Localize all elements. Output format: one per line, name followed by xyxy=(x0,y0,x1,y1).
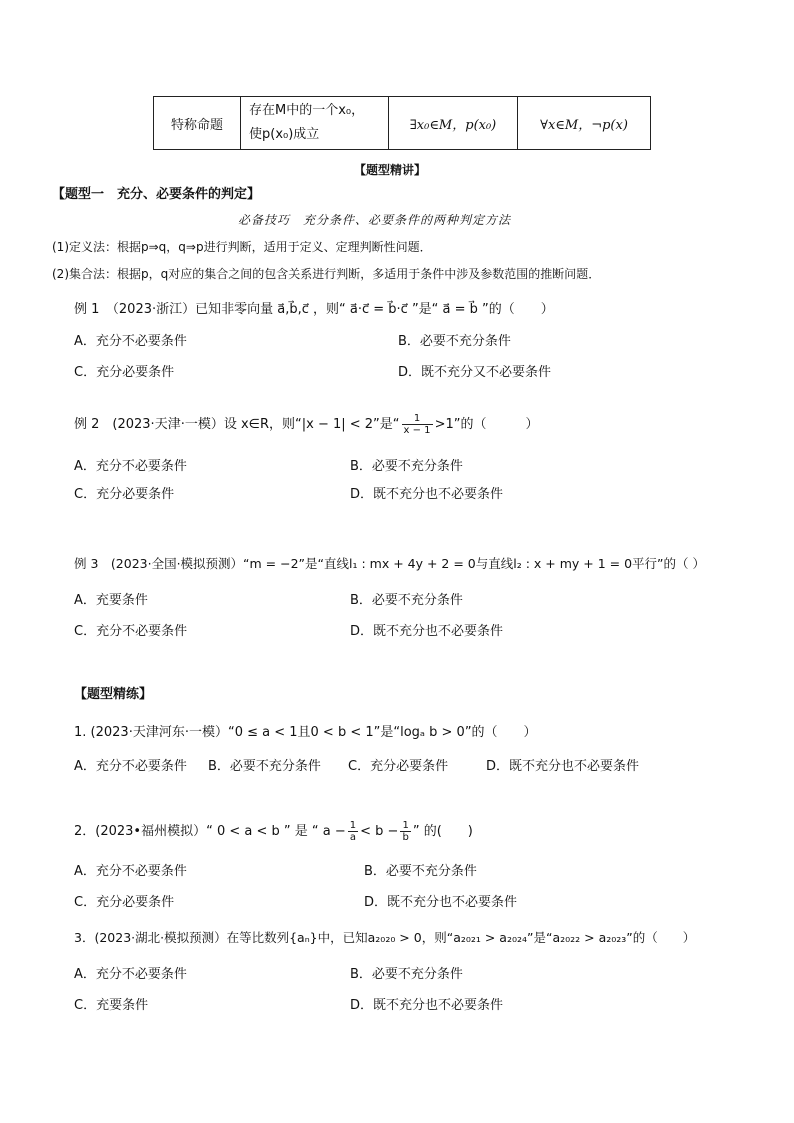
method-definition: (1)定义法：根据p⇒q，q⇒p进行判断，适用于定义、定理判断性问题． xyxy=(52,240,432,254)
question-3-option-a: A．充分不必要条件 xyxy=(74,967,187,982)
description-line-1: 存在M中的一个x₀， xyxy=(249,103,365,118)
question-2-option-d: D．既不充分也不必要条件 xyxy=(364,895,518,910)
example-3-option-a: A．充要条件 xyxy=(74,593,148,608)
example-2-stem xyxy=(74,413,538,436)
question-3-option-d: D．既不充分也不必要条件 xyxy=(350,998,504,1013)
example-1-option-b: B．必要不充分条件 xyxy=(398,334,511,349)
example-2-option-d: D．既不充分也不必要条件 xyxy=(350,487,504,502)
example-2-stem-start: 例 2 (2023·天津·一模）设 x∈R，则“|x − 1| < 2”是“ xyxy=(74,417,400,432)
fraction-numerator: 1 xyxy=(402,820,409,831)
question-3-option-c: C．充要条件 xyxy=(74,998,149,1013)
table-row xyxy=(154,97,651,150)
type1-title: 【题型一 充分、必要条件的判定】 xyxy=(52,187,261,202)
practice-title: 【题型精练】 xyxy=(74,687,153,702)
example-3-stem: 例 3 (2023·全国·模拟预测）“m = −2”是“直线l₁ : mx + 4y + 2 = 0与直线l₂ : x + my + 1 = 0平行”的（ ） xyxy=(74,556,705,571)
question-2-option-b: B．必要不充分条件 xyxy=(364,864,477,879)
question-2-option-a: A．充分不必要条件 xyxy=(74,864,187,879)
example-1-option-d: D．既不充分又不必要条件 xyxy=(398,365,552,380)
skill-title: 必备技巧 充分条件、必要条件的两种判定方法 xyxy=(238,213,512,227)
question-2-option-c: C．充分必要条件 xyxy=(74,895,175,910)
question-2-stem xyxy=(74,820,473,843)
question-2-fraction-2 xyxy=(400,820,410,843)
question-2-stem-middle: < b − xyxy=(360,824,399,839)
example-3-option-b: B．必要不充分条件 xyxy=(350,593,463,608)
table-cell-notation: ∃x₀∈M，p(x₀) xyxy=(389,97,518,150)
question-1-option-b: B．必要不充分条件 xyxy=(208,759,321,774)
example-1-stem: 例 1 （2023·浙江）已知非零向量 a⃗,b⃗,c⃗ ，则“ a⃗·c⃗ = b⃗·c⃗ ”是“ a⃗ = b⃗ ”的（ ） xyxy=(74,302,554,317)
method-set: (2)集合法：根据p，q对应的集合之间的包含关系进行判断，多适用于条件中涉及参数范围的推断问题． xyxy=(52,267,601,281)
question-1-option-a: A．充分不必要条件 xyxy=(74,759,187,774)
table-cell-description xyxy=(241,97,389,150)
example-2-option-c: C．充分必要条件 xyxy=(74,487,175,502)
table-cell-name: 特称命题 xyxy=(154,97,241,150)
lecture-heading: 【题型精讲】 xyxy=(354,163,427,177)
example-2-option-a: A．充分不必要条件 xyxy=(74,459,187,474)
question-2-stem-end: ” 的( ) xyxy=(412,824,473,839)
question-1-option-d: D．既不充分也不必要条件 xyxy=(486,759,640,774)
question-1-stem: 1. (2023·天津河东·一模）“0 ≤ a < 1且0 < b < 1”是“logₐ b > 0”的（ ） xyxy=(74,725,537,740)
fraction-denominator: x − 1 xyxy=(403,425,431,436)
quantifier-table xyxy=(153,96,651,150)
example-3-option-d: D．既不充分也不必要条件 xyxy=(350,624,504,639)
fraction-denominator: b xyxy=(402,832,409,843)
example-3-option-c: C．充分不必要条件 xyxy=(74,624,188,639)
fraction-numerator: 1 xyxy=(402,413,433,425)
fraction-denominator: a xyxy=(349,832,357,843)
question-3-stem: 3．(2023·湖北·模拟预测）在等比数列{aₙ}中，已知a₂₀₂₀ > 0，则“a₂₀₂₁ > a₂₀₂₄”是“a₂₀₂₂ > a₂₀₂₃”的（ ） xyxy=(74,930,696,945)
description-line-2: 使p(x₀)成立 xyxy=(249,127,320,142)
question-2-stem-start: 2．(2023•福州模拟）“ 0 < a < b ” 是 “ a − xyxy=(74,824,346,839)
example-1-option-c: C．充分必要条件 xyxy=(74,365,175,380)
example-1-option-a: A．充分不必要条件 xyxy=(74,334,187,349)
table-cell-negation: ∀x∈M，¬p(x) xyxy=(518,97,651,150)
question-1-option-c: C．充分必要条件 xyxy=(348,759,449,774)
question-3-option-b: B．必要不充分条件 xyxy=(350,967,463,982)
fraction-numerator: 1 xyxy=(349,820,357,831)
example-2-fraction xyxy=(402,413,433,436)
question-2-fraction-1 xyxy=(348,820,358,843)
example-2-option-b: B．必要不充分条件 xyxy=(350,459,463,474)
example-2-stem-end: >1”的（ ） xyxy=(434,417,539,432)
